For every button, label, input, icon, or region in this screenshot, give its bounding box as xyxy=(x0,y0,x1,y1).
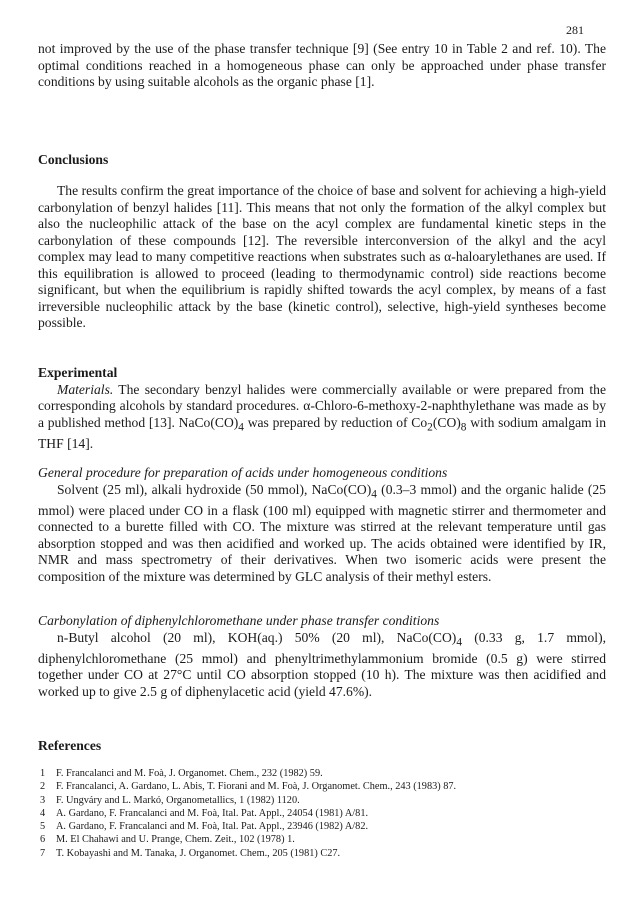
general-text-b: (0.3–3 mmol) and the organic halide (25 mmol) were placed under CO in a flask (100 ml) equipped with magnetic stirrer and thermometer and connected to a burette filled with CO. The mixture was stirred at the relevant temperature until gas absorption stopped and was then acidified and worked up. The acids obtained were identified by IR, NMR and mass spectrometry of their derivatives. When two isomeric acids were present the composition of the mixture was determined by GLC analysis of their methyl esters. xyxy=(38,481,606,584)
reference-number: 3 xyxy=(40,794,46,806)
experimental-section xyxy=(38,365,606,452)
carb-text-a: n-Butyl alcohol (20 ml), KOH(aq.) 50% (20 ml), NaCo(CO) xyxy=(57,629,457,645)
reference-item xyxy=(38,833,606,846)
reference-item xyxy=(38,767,606,780)
reference-number: 7 xyxy=(40,847,46,859)
reference-text: F. Francalanci and M. Foà, J. Organomet. Chem., 232 (1982) 59. xyxy=(56,768,323,779)
experimental-heading: Experimental xyxy=(38,365,118,380)
materials-text-d: with sodium amalgam in THF [14]. xyxy=(38,414,606,451)
reference-number: 1 xyxy=(40,768,46,779)
conclusions-heading: Conclusions xyxy=(38,152,109,167)
materials-paragraph xyxy=(38,382,606,453)
reference-item xyxy=(38,820,606,833)
reference-text: F. Francalanci, A. Gardano, L. Abis, T. Fiorani and M. Foà, J. Organomet. Chem., 243 (1983) 87. xyxy=(56,781,457,793)
conclusions-section xyxy=(38,152,606,169)
carbonylation-section xyxy=(38,613,606,700)
reference-text: M. El Chahawi and U. Prange, Chem. Zeit., 102 (1978) 1. xyxy=(56,834,295,846)
reference-text: F. Ungváry and L. Markó, Organometallics, 1 (1982) 1120. xyxy=(56,794,300,806)
conclusions-body xyxy=(38,183,606,332)
materials-text-a: The secondary benzyl halides were commercially available or were prepared from the corresponding alcohols by standard procedures. α-Chloro-6-methoxy-2-naphthylethane was made as by a published method [13]. NaCo(CO) xyxy=(38,381,606,430)
general-procedure-paragraph xyxy=(38,482,606,586)
carbonylation-paragraph xyxy=(38,630,606,701)
materials-text-c: (CO) xyxy=(432,414,461,430)
materials-sub-a: 4 xyxy=(238,421,244,434)
references-heading: References xyxy=(38,738,102,753)
reference-text: A. Gardano, F. Francalanci and M. Foà, Ital. Pat. Appl., 24054 (1981) A/81. xyxy=(56,807,369,819)
references-list-block xyxy=(38,767,606,860)
references-section xyxy=(38,738,606,755)
reference-item xyxy=(38,807,606,820)
general-text-a: Solvent (25 ml), alkali hydroxide (50 mmol), NaCo(CO) xyxy=(57,481,372,497)
materials-sub-c: 8 xyxy=(460,421,467,434)
reference-text: A. Gardano, F. Francalanci and M. Foà, Ital. Pat. Appl., 23946 (1982) A/82. xyxy=(56,821,369,833)
reference-item xyxy=(38,794,606,807)
general-sub-a: 4 xyxy=(371,488,377,501)
reference-text: T. Kobayashi and M. Tanaka, J. Organomet. Chem., 205 (1981) C27. xyxy=(56,847,341,859)
page-number: 281 xyxy=(566,23,584,37)
intro-paragraph-block xyxy=(38,41,606,91)
reference-number: 6 xyxy=(40,834,46,846)
materials-sub-b: 2 xyxy=(427,421,433,434)
materials-text-b: was prepared by reduction of Co xyxy=(243,414,428,430)
reference-item xyxy=(38,780,606,793)
general-procedure-section xyxy=(38,465,606,585)
reference-item xyxy=(38,847,606,860)
intro-paragraph: not improved by the use of the phase transfer technique [9] (See entry 10 in Table 2 and ref. 10). The optimal conditions reached in a homogeneous phase can only be approached under phase transfer conditions by using suitable alcohols as the organic phase [1]. xyxy=(38,41,606,89)
carb-text-b: (0.33 g, 1.7 mmol), diphenylchloromethane (25 mmol) and phenyltrimethylammonium bromide (0.5 g) were stirred together under CO at 27°C until CO absorption stopped (10 h). The mixture was then acidified and worked up to give 2.5 g of diphenylacetic acid (yield 47.6%). xyxy=(38,629,606,699)
references-list xyxy=(38,767,606,860)
carb-sub-a: 4 xyxy=(456,636,462,649)
reference-number: 2 xyxy=(40,781,46,793)
materials-label: Materials. xyxy=(57,381,114,397)
reference-number: 5 xyxy=(40,821,46,833)
general-procedure-heading: General procedure for preparation of acids under homogeneous conditions xyxy=(38,465,448,480)
reference-number: 4 xyxy=(40,807,46,819)
conclusions-paragraph: The results confirm the great importance of the choice of base and solvent for achieving a high-yield carbonylation of benzyl halides [11]. This means that not only the formation of the alkyl complex but also the nucleophilic attack of the base on the acyl complex are fundamental kinetic steps in the carbonylation of these compounds [12]. The reversible interconversion of the alkyl and the acyl complex may lead to many competitive reactions when substrates such as α-haloarylethanes are used. If this equilibration is allowed to proceed (leading to thermodynamic control) side reactions become significant, but when the equilibrium is rapidly shifted towards the acyl complex, by means of a fast irreversible nucleophilic attack by the base (kinetic control), selective, high-yield syntheses become possible. xyxy=(38,183,606,330)
carbonylation-heading: Carbonylation of diphenylchloromethane under phase transfer conditions xyxy=(38,613,440,628)
